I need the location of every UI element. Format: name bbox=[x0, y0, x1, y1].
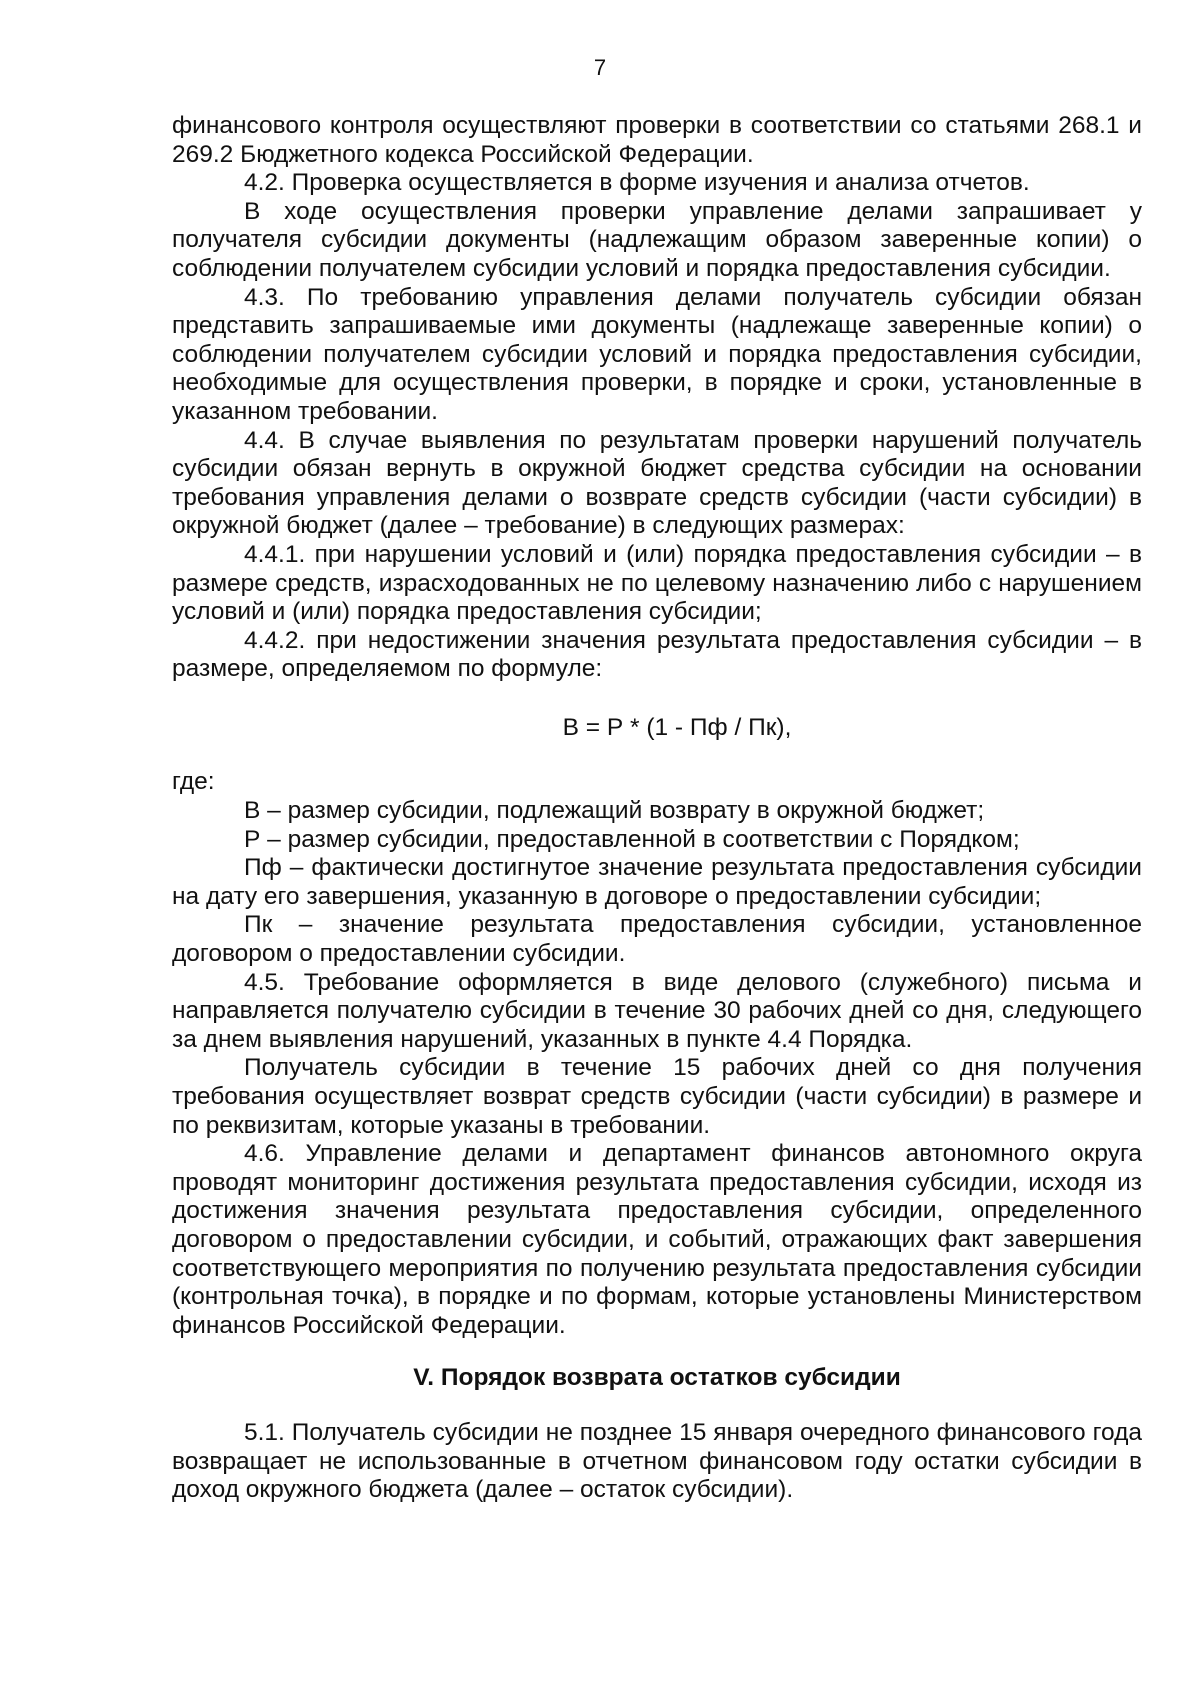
paragraphs-section5 bbox=[172, 1419, 1142, 1505]
paragraph: Пф – фактически достигнутое значение результата предоставления субсидии на дату его завершения, указанную в договоре о предоставлении субсидии; bbox=[172, 854, 1142, 910]
paragraph: 4.6. Управление делами и департамент финансов автономного округа проводят мониторинг достижения результата предоставления субсидии, исходя из достижения значения результата предоставления субсидии, определенного договором о предоставлении субсидии, и событий, отражающих факт завершения соответствующего мероприятия по получению результата предоставления субсидии (контрольная точка), в порядке и по формам, которые установлены Министерством финансов Российской Федерации. bbox=[172, 1140, 1142, 1339]
paragraph: Пк – значение результата предоставления субсидии, установленное договором о предоставлении субсидии. bbox=[172, 911, 1142, 968]
paragraph: Р – размер субсидии, предоставленной в соответствии с Порядком; bbox=[244, 825, 1020, 853]
document-body bbox=[172, 112, 1142, 1505]
paragraphs-top bbox=[172, 112, 1142, 684]
paragraph: 4.5. Требование оформляется в виде делового (служебного) письма и направляется получателю субсидии в течение 30 рабочих дней со дня, следующего за днем выявления нарушений, указанных в пункте 4.4 Порядка. bbox=[172, 968, 1142, 1053]
where-label: где: bbox=[172, 768, 215, 796]
section-heading: V. Порядок возврата остатков субсидии bbox=[413, 1364, 901, 1392]
paragraph: 4.4.2. при недостижении значения результата предоставления субсидии – в размере, определяемом по формуле: bbox=[172, 626, 1142, 683]
paragraph: Получатель субсидии в течение 15 рабочих дней со дня получения требования осуществляет возврат средств субсидии (части субсидии) в размере и по реквизитам, которые указаны в требовании. bbox=[172, 1054, 1142, 1139]
paragraph: 5.1. Получатель субсидии не позднее 15 января очередного финансового года возвращает не использованные в отчетном финансовом году остатки субсидии в доход окружного бюджета (далее – остаток субсидии). bbox=[172, 1418, 1142, 1504]
paragraph: В – размер субсидии, подлежащий возврату в окружной бюджет; bbox=[244, 797, 985, 825]
paragraph: 4.4.1. при нарушении условий и (или) порядка предоставления субсидии – в размере средств, израсходованных не по целевому назначению либо с нарушением условий и (или) порядка предоставления субсидии; bbox=[172, 540, 1142, 626]
paragraph: 4.4. В случае выявления по результатам проверки нарушений получатель субсидии обязан вернуть в окружной бюджет средства субсидии на основании требования управления делами о возврате средств субсидии (части субсидии) в окружной бюджет (далее – требование) в следующих размерах: bbox=[172, 426, 1142, 540]
paragraph: 4.2. Проверка осуществляется в форме изучения и анализа отчетов. bbox=[244, 169, 1030, 197]
page-number: 7 bbox=[593, 55, 607, 80]
paragraphs-bottom bbox=[172, 797, 1142, 1340]
paragraph: В ходе осуществления проверки управление делами запрашивает у получателя субсидии документы (надлежащим образом заверенные копии) о соблюдении получателем субсидии условий и порядка предоставления субсидии. bbox=[172, 197, 1142, 282]
paragraph: финансового контроля осуществляют проверки в соответствии со статьями 268.1 и 269.2 Бюджетного кодекса Российской Федерации. bbox=[172, 112, 1142, 168]
formula: В = Р * (1 - Пф / Пк), bbox=[562, 713, 792, 741]
paragraph: 4.3. По требованию управления делами получатель субсидии обязан представить запрашиваемые ими документы (надлежаще заверенные копии) о соблюдении получателем субсидии условий и порядка предоставления субсидии, необходимые для осуществления проверки, в порядке и сроки, установленные в указанном требовании. bbox=[172, 283, 1142, 425]
